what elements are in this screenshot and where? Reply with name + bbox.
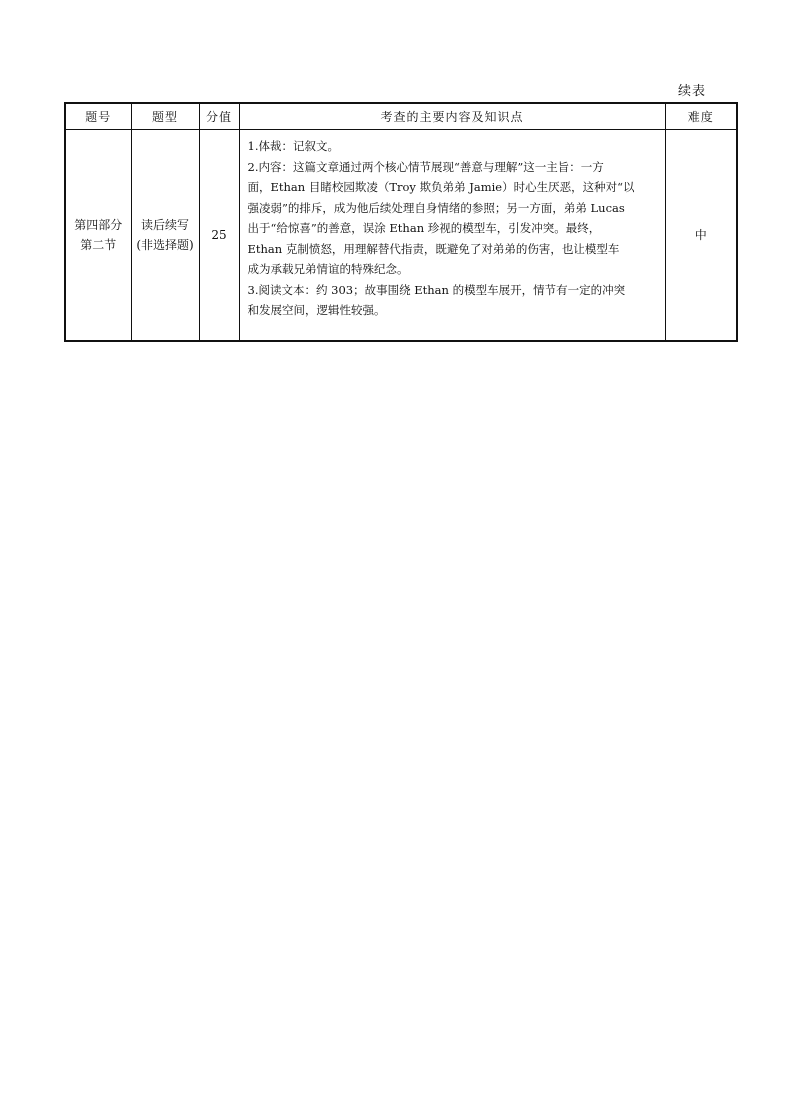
cell-score: 25: [199, 130, 239, 342]
header-number: 题号: [65, 103, 131, 130]
table-caption: 续表: [677, 84, 706, 99]
cell-type: [131, 130, 199, 342]
header-type: 题型: [131, 103, 199, 130]
content-line: 3.阅读文本：约 303；故事围绕 Ethan 的模型车展开，情节有一定的冲突: [247, 282, 626, 297]
content-line: 强凌弱”的排斥，成为他后续处理自身情绪的参照；另一方面，弟弟 Lucas: [247, 200, 625, 215]
type-line: 读后续写: [140, 218, 189, 232]
type-line: (非选择题): [136, 238, 194, 252]
cell-number: [65, 130, 131, 342]
content-line: 面，Ethan 目睹校园欺凌（Troy 欺负弟弟 Jamie）时心生厌恶，这种对“以: [247, 180, 635, 194]
content-line: Ethan 克制愤怒，用理解替代指责，既避免了对弟弟的伤害，也让模型车: [247, 241, 620, 256]
cell-content: [239, 130, 665, 342]
table-header-row: [65, 103, 737, 130]
content-line: 2.内容：这篇文章通过两个核心情节展现“善意与理解”这一主旨：一方: [247, 159, 604, 174]
content-line: 1.体裁：记叙文。: [247, 139, 339, 153]
content-line: 成为承载兄弟情谊的特殊纪念。: [247, 262, 409, 276]
header-score: 分值: [199, 103, 239, 130]
table-row: [65, 130, 737, 342]
content-line: 出于“给惊喜”的善意，误涂 Ethan 珍视的模型车，引发冲突。最终，: [247, 221, 601, 235]
content-line: 和发展空间，逻辑性较强。: [247, 303, 386, 317]
number-line: 第二节: [80, 238, 117, 252]
cell-difficulty: 中: [665, 130, 737, 342]
number-line: 第四部分: [74, 218, 123, 232]
header-difficulty: 难度: [665, 103, 737, 130]
exam-analysis-table: [64, 102, 738, 342]
header-content: 考查的主要内容及知识点: [239, 103, 665, 130]
